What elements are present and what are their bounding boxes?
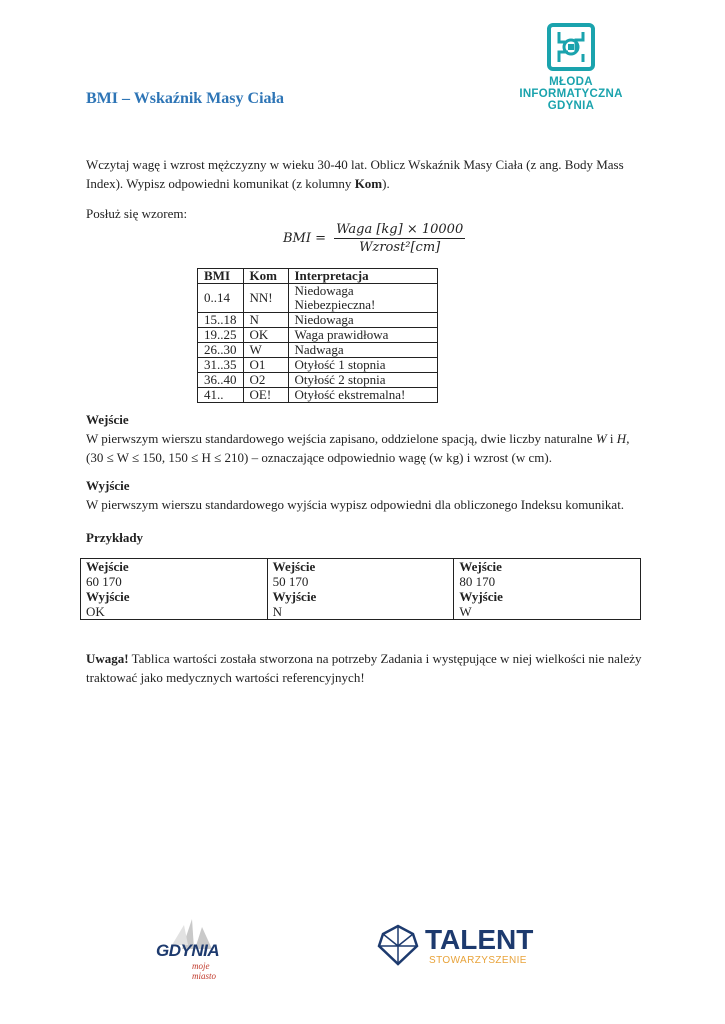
formula-intro: Posłuż się wzorem:: [86, 206, 188, 221]
formula-numerator: Waga [kg] × 10000: [336, 222, 464, 237]
table-row: 0..14 NN! Niedowaga Niebezpieczna!: [198, 284, 438, 313]
logo-line-3: GDYNIA: [547, 100, 595, 112]
examples-table: [80, 558, 641, 620]
table-row: 15..18 N Niedowaga: [198, 313, 438, 328]
circuit-logo-icon: [546, 22, 596, 72]
talent-wordmark: TALENT: [425, 924, 534, 955]
table-row: 36..40 O2 Otyłość 2 stopnia: [198, 373, 438, 388]
header-bmi: BMI: [198, 269, 244, 284]
intro-line-1: Wczytaj wagę i wzrost mężczyzny w wieku 30-40 lat. Oblicz Wskaźnik Masy Ciała (z ang. Body Mass: [86, 157, 624, 172]
table-row: 26..30 W Nadwaga: [198, 343, 438, 358]
page-title: BMI – Wskaźnik Masy Ciała: [86, 90, 284, 107]
gdynia-tagline: moje miasto: [192, 961, 217, 981]
table-row: 19..25 OK Waga prawidłowa: [198, 328, 438, 343]
output-section: [86, 476, 646, 514]
intro-paragraph: [86, 155, 646, 193]
note-line-1: Uwaga! Tablica wartości została stworzona na potrzeby Zadania i występujące w niej wielkości nie należy: [86, 651, 642, 666]
logo-line-2: INFORMATYCZNA: [519, 88, 623, 100]
table-row: 41.. OE! Otyłość ekstremalna!: [198, 388, 438, 403]
input-line-2: (30 ≤ W ≤ 150, 150 ≤ H ≤ 210) – oznaczające odpowiednio wagę (w kg) i wzrost (w cm).: [86, 450, 552, 465]
input-section: [86, 410, 646, 467]
header-kom: Kom: [243, 269, 288, 284]
example-cell: Wejście 50 170 Wyjście N: [267, 559, 454, 620]
header-interpretacja: Interpretacja: [288, 269, 437, 284]
example-cell: Wejście 60 170 Wyjście OK: [81, 559, 268, 620]
intro-line-2: Index). Wypisz odpowiedni komunikat (z kolumny Kom).: [86, 176, 390, 191]
mlodza-informatyczna-gdynia-logo: [512, 22, 630, 112]
bmi-table: [197, 268, 438, 403]
note-line-2: traktować jako medycznych wartości referencyjnych!: [86, 670, 365, 685]
table-row: 31..35 O1 Otyłość 1 stopnia: [198, 358, 438, 373]
output-line: W pierwszym wierszu standardowego wyjścia wypisz odpowiedni dla obliczonego Indeksu komunikat.: [86, 497, 625, 512]
logo-line-1: MŁODA: [549, 76, 593, 88]
formula-lhs: BMI =: [283, 231, 327, 246]
input-line-1: W pierwszym wierszu standardowego wejścia zapisano, oddzielone spacją, dwie liczby naturalne W i H,: [86, 431, 630, 446]
talent-subtitle: STOWARZYSZENIE: [429, 955, 527, 966]
gdynia-wordmark: GDYNIA: [156, 941, 220, 960]
output-heading: Wyjście: [86, 478, 130, 493]
diamond-icon: [375, 922, 421, 968]
examples-heading: Przykłady: [86, 530, 144, 545]
examples-row: [81, 559, 641, 620]
formula-denominator: Wzrost²[cm]: [359, 240, 441, 255]
gdynia-logo: [152, 915, 232, 981]
table-header-row: [198, 269, 438, 284]
bmi-formula: [283, 222, 465, 255]
example-cell: Wejście 80 170 Wyjście W: [454, 559, 641, 620]
note-paragraph: [86, 649, 646, 687]
input-heading: Wejście: [86, 412, 129, 427]
